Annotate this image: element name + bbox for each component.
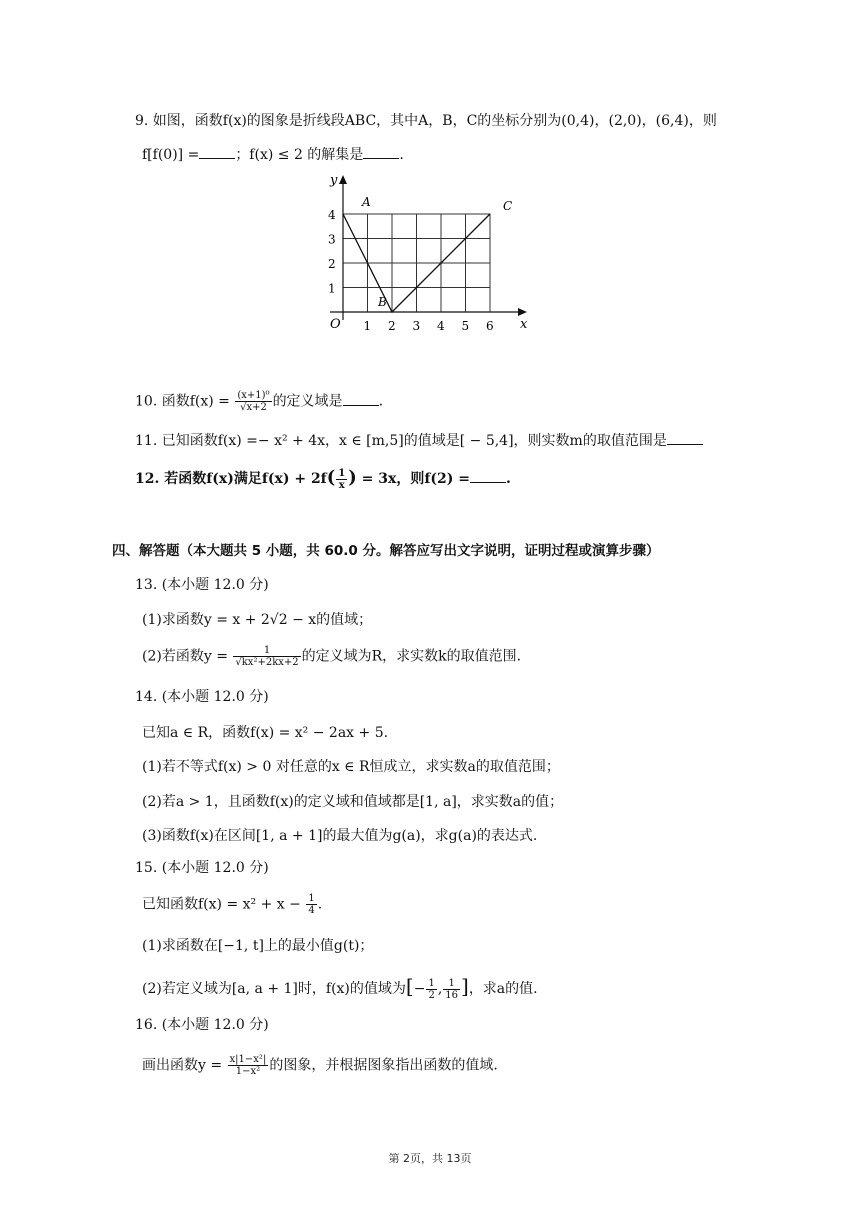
point-label-b: B — [378, 295, 387, 309]
q15-part2: (2)若定义域为[a, a + 1]时，f(x)的值域为[− $\frac{1}{2}$ , $\frac{1}{16}$ ]，求a的值. — [142, 974, 538, 1001]
section-title: 四、解答题（本大题共 5 小题，共 60.0 分。解答应写出文字说明，证明过程或演算步骤） — [112, 543, 660, 559]
y-tick-label: 1 — [328, 281, 336, 296]
point-label-a: A — [362, 195, 371, 209]
y-axis-arrow — [339, 175, 347, 184]
answer-blank — [363, 144, 399, 159]
fraction: $\frac{1}{\text{√kx²+2kx+2}}$ — [235, 645, 299, 668]
q16-header: 16. (本小题 12.0 分) — [135, 1017, 269, 1033]
q14-intro: 已知a ∈ R，函数f(x) = x² − 2ax + 5. — [142, 725, 389, 741]
q15-intro: 已知函数f(x) = x² + x − $\frac{1}{4}$ . — [142, 893, 323, 916]
point-label-c: C — [503, 199, 513, 213]
q12: 12. 若函数f(x)满足f(x) + 2f( $\frac{1}{x}$ ) = 3x，则f(2) = . — [135, 467, 511, 491]
x-tick-label: 3 — [412, 319, 421, 333]
fraction: $\frac{\text{(x+1)⁰}}{√x+2}$ — [237, 390, 270, 413]
q14-part2: (2)若a > 1，且函数f(x)的定义域和值域都是[1, a]，求实数a的值； — [142, 794, 564, 810]
fraction: $\frac{1}{4}$ — [308, 893, 315, 916]
q14-part3: (3)函数f(x)在区间[1, a + 1]的最大值为g(a)，求g(a)的表达式. — [142, 828, 538, 844]
q15-part1: (1)求函数在[−1, t]上的最小值g(t)； — [142, 938, 374, 954]
fraction: $\frac{1}{x}$ — [338, 467, 346, 491]
q16-body: 画出函数y = $\frac{\text{x|1−x²|}}{\text{1−x²}}$ 的图象，并根据图象指出函数的值域. — [142, 1054, 498, 1077]
q14-header: 14. (本小题 12.0 分) — [135, 689, 269, 705]
q11: 11. 已知函数f(x) =− x² + 4x，x ∈ [m,5]的值域是[ − 5,4]，则实数m的取值范围是 — [135, 430, 703, 452]
x-tick-label: 6 — [486, 319, 494, 333]
q10: 10. 函数f(x) = $\frac{\text{(x+1)⁰}}{√x+2}$ 的定义域是 . — [135, 390, 384, 413]
x-axis-arrow — [518, 308, 527, 316]
x-tick-label: 1 — [363, 319, 372, 333]
q15-header: 15. (本小题 12.0 分) — [135, 860, 269, 876]
q14-part1: (1)若不等式f(x) > 0 对任意的x ∈ R恒成立，求实数a的取值范围； — [142, 759, 560, 775]
x-tick-label: 4 — [437, 319, 445, 333]
q13-part2: (2)若函数y = $\frac{1}{\text{√kx²+2kx+2}}$ 的定义域为R，求实数k的取值范围. — [142, 645, 522, 668]
page-footer: 第 2页，共 13页 — [388, 1152, 472, 1165]
q9-graph-figure — [320, 170, 540, 340]
answer-blank — [343, 391, 379, 406]
y-tick-label: 4 — [328, 208, 336, 222]
answer-blank — [667, 430, 703, 445]
q9-line2: f[f(0)] = ；f(x) ≤ 2 的解集是 . — [142, 144, 404, 166]
origin-label: O — [330, 317, 341, 332]
x-axis-label: x — [520, 317, 528, 332]
y-tick-label: 3 — [328, 232, 336, 247]
fraction: $\frac{\text{x|1−x²|}}{\text{1−x²}}$ — [229, 1054, 267, 1077]
x-tick-label: 2 — [388, 319, 396, 333]
answer-blank — [199, 144, 235, 159]
fraction: $\frac{1}{2}$ — [428, 977, 435, 1001]
y-tick-label: 2 — [328, 257, 336, 271]
fraction: $\frac{1}{16}$ — [445, 977, 458, 1001]
answer-blank — [470, 468, 506, 483]
q9-line1: 9. 如图，函数f(x)的图象是折线段ABC，其中A，B，C的坐标分别为(0,4)，(2,0)，(6,4)，则 — [135, 113, 717, 129]
x-tick-label: 5 — [461, 319, 470, 333]
q13-header: 13. (本小题 12.0 分) — [135, 577, 269, 593]
q13-part1: (1)求函数y = x + 2√2 − x的值域； — [142, 612, 373, 628]
y-axis-label: y — [330, 173, 338, 188]
